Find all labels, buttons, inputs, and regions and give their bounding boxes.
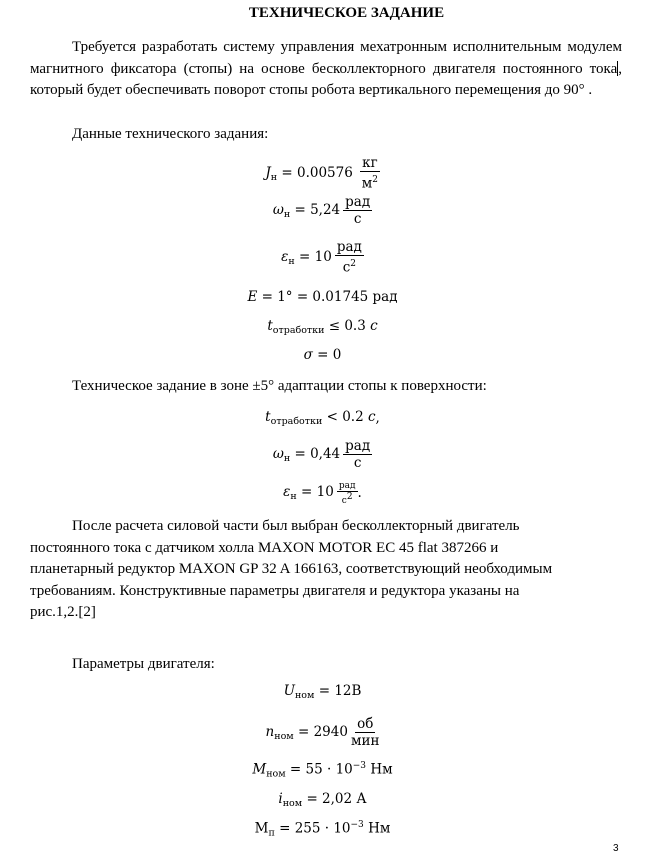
formula-value: = 0.00576 bbox=[277, 165, 358, 181]
formula-value: = 2,02 А bbox=[302, 791, 367, 807]
formula-value: = 0 bbox=[312, 347, 342, 363]
formula-symbol: n bbox=[265, 724, 275, 740]
formula-unit: Нм bbox=[366, 761, 393, 778]
selection-line: планетарный редуктор MAXON GP 32 A 166163, соответствующий необходимым bbox=[30, 561, 553, 577]
formula-value: = 255 · 10 bbox=[274, 820, 351, 837]
formula bbox=[0, 756, 645, 784]
formula-value: = 2940 bbox=[293, 724, 348, 740]
formula-symbol: t bbox=[267, 318, 273, 334]
formula-symbol: ω bbox=[272, 446, 284, 462]
data-heading: Данные технического задания: bbox=[72, 126, 269, 142]
fraction-numerator: рад bbox=[345, 194, 371, 210]
formula-fraction bbox=[343, 195, 372, 227]
formula-subscript: н bbox=[290, 491, 297, 502]
formula bbox=[0, 716, 645, 749]
selection-line: требованиям. Конструктивные параметры двигателя и редуктора указаны на bbox=[30, 582, 520, 599]
formula bbox=[0, 283, 645, 311]
formula-value: = 55 · 10 bbox=[285, 761, 353, 778]
formula-value: = 0,44 bbox=[290, 446, 341, 462]
formula-subscript: ном bbox=[294, 690, 315, 701]
fraction-numerator: рад bbox=[336, 239, 362, 256]
formula-fraction bbox=[337, 481, 358, 506]
formula-symbol: M bbox=[252, 761, 267, 778]
formula-value: = 10 bbox=[296, 484, 334, 500]
formula-symbol: i bbox=[278, 791, 283, 807]
formula-unit: c bbox=[370, 318, 378, 334]
formula-fraction bbox=[360, 156, 380, 192]
formula-subscript: н bbox=[283, 209, 291, 220]
fraction-denominator: с bbox=[353, 455, 362, 471]
formula bbox=[0, 341, 645, 369]
formula-punct: . bbox=[357, 485, 362, 501]
formula-subscript: ном bbox=[266, 768, 286, 780]
formula-unit: c bbox=[367, 409, 376, 425]
fraction-numerator: рад bbox=[338, 480, 356, 491]
formula-fraction bbox=[351, 717, 380, 749]
formula-value: < 0.2 bbox=[322, 409, 368, 425]
formula-punct: , bbox=[375, 410, 380, 426]
formula-symbol: σ bbox=[303, 347, 313, 363]
fraction-denominator: $с^2$ bbox=[342, 259, 356, 276]
selection-line: постоянного тока с датчиком холла MAXON MOTOR EC 45 flat 387266 и bbox=[30, 539, 499, 556]
formula-subscript: н bbox=[270, 172, 278, 183]
intro-text-cont: , который будет обеспечивать поворот стопы робота вертикального перемещения до 90° . bbox=[30, 60, 622, 98]
formula bbox=[0, 155, 645, 192]
formula-fraction bbox=[335, 240, 364, 276]
selection-line: После расчета силовой части был выбран бесколлекторный двигатель bbox=[72, 518, 520, 534]
formula-symbol: J bbox=[265, 165, 271, 181]
formula bbox=[0, 786, 645, 814]
fraction-denominator: $м^2$ bbox=[361, 175, 378, 192]
formula bbox=[0, 479, 645, 507]
formula-value: ≤ 0.3 bbox=[324, 318, 371, 334]
zone-heading: Техническое задание в зоне ±5° адаптации стопы к поверхности: bbox=[72, 378, 487, 394]
formula-value: = 12В bbox=[314, 683, 362, 699]
fraction-denominator: $с^2$ bbox=[341, 491, 353, 506]
page-number: 3 bbox=[613, 843, 619, 854]
formula-fraction bbox=[343, 439, 372, 471]
formula-subscript: ном bbox=[274, 731, 294, 742]
intro-paragraph bbox=[30, 37, 622, 102]
formula bbox=[0, 404, 645, 432]
formula bbox=[0, 239, 645, 276]
fraction-numerator: рад bbox=[345, 438, 371, 454]
intro-text: Требуется разработать систему управления мехатронным исполнительным модулем магнитного фиксатора (стопы) на основе бесколлекторного двигателя постоянного тока bbox=[30, 39, 622, 77]
selection-paragraph bbox=[30, 516, 622, 624]
formula-symbol: М bbox=[254, 820, 269, 837]
formula-subscript: ном bbox=[282, 798, 303, 809]
formula bbox=[0, 438, 645, 471]
fraction-numerator: кг bbox=[362, 155, 378, 172]
formula-symbol: U bbox=[283, 683, 295, 699]
fraction-denominator: с bbox=[353, 211, 362, 227]
formula bbox=[0, 678, 645, 706]
formula-symbol: ω bbox=[272, 202, 284, 218]
formula-symbol: ε bbox=[281, 249, 289, 265]
formula bbox=[0, 313, 645, 341]
motor-heading: Параметры двигателя: bbox=[72, 656, 215, 672]
formula-unit: Нм bbox=[363, 820, 391, 837]
formula-value: = 1° = 0.01745 рад bbox=[257, 289, 398, 305]
formula-symbol: t bbox=[265, 409, 271, 425]
formula-exponent: −3 bbox=[350, 819, 364, 830]
formula-value: = 10 bbox=[294, 249, 332, 265]
formula-subscript: н bbox=[288, 256, 295, 267]
formula-symbol: ε bbox=[283, 484, 291, 500]
formula-exponent: −3 bbox=[352, 760, 367, 771]
selection-line: рис.1,2.[2] bbox=[30, 604, 96, 620]
fraction-numerator: об bbox=[357, 716, 374, 732]
formula bbox=[0, 194, 645, 227]
formula-symbol: E bbox=[247, 289, 258, 305]
formula bbox=[0, 815, 645, 843]
formula-subscript: н bbox=[283, 453, 291, 464]
formula-subscript: отработки bbox=[272, 325, 325, 336]
formula-subscript: отработки bbox=[270, 416, 323, 427]
formula-value: = 5,24 bbox=[290, 202, 341, 218]
formula-subscript: п bbox=[268, 827, 275, 839]
page-title: ТЕХНИЧЕСКОЕ ЗАДАНИЕ bbox=[248, 5, 445, 21]
fraction-denominator: мин bbox=[350, 733, 380, 749]
